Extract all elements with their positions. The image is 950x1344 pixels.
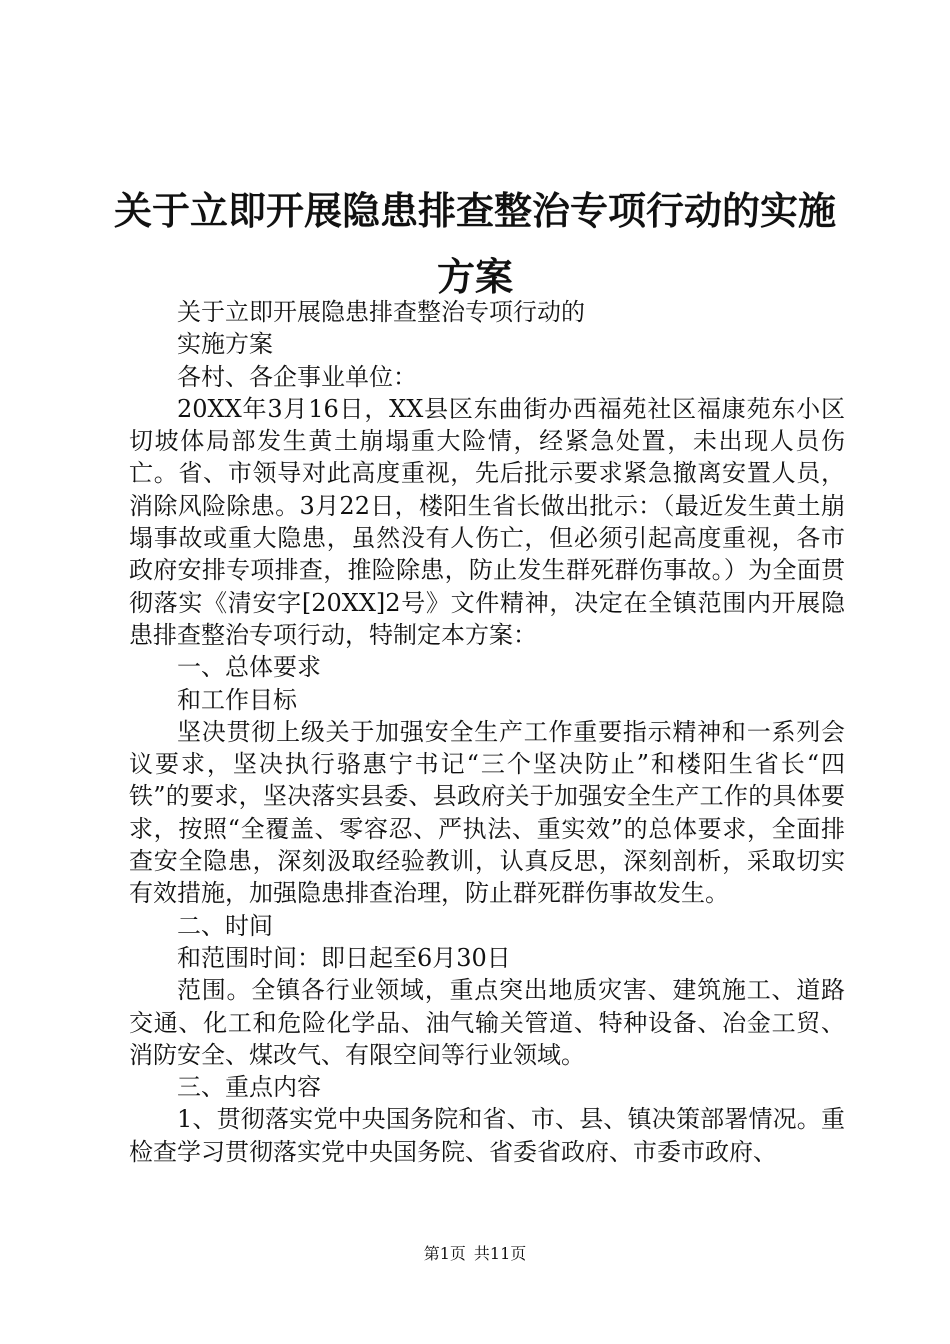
paragraph-subtitle-line-1: 关于立即开展隐患排查整治专项行动的 — [177, 298, 585, 326]
paragraph-time: 和范围时间：即日起至6月30日 — [177, 943, 511, 972]
page-number: 第1页 — [423, 1244, 466, 1263]
section-heading-1-continued: 和工作目标 — [177, 685, 297, 714]
section-heading-2: 二、时间 — [177, 911, 273, 940]
page-total: 共11页 — [473, 1244, 527, 1263]
section-heading-3: 三、重点内容 — [177, 1073, 321, 1102]
paragraph-background: 20XX年3月16日，XX县区东曲街办西福苑社区福康苑东小区切坡体局部发生黄土崩塌重大险情，经紧急处置，未出现人员伤亡。省、市领导对此高度重视，先后批示要求紧急撤离安置人员，消除风险除患。3月22日，楼阳生省长做出批示：（最近发生黄土崩塌事故或重大隐患，虽然没有人伤亡，但必须引起高度重视，各市政府安排专项排查，推险除患，防止发生群死群伤事故。）为全面贯彻落实《清安字[20XX]2号》文件精神，决定在全镇范围内开展隐患排查整治专项行动，特制定本方案： — [129, 394, 845, 649]
section-heading-1: 一、总体要求 — [177, 653, 321, 682]
document-title: 关于立即开展隐患排查整治专项行动的实施方案 — [113, 188, 836, 299]
paragraph-subtitle-line-2: 实施方案 — [177, 330, 273, 359]
paragraph-salutation: 各村、各企事业单位： — [177, 362, 417, 391]
page-footer — [0, 1244, 950, 1264]
paragraph-scope: 范围。全镇各行业领域，重点突出地质灾害、建筑施工、道路交通、化工和危险化学品、油气输关管道、特种设备、冶金工贸、消防安全、煤改气、有限空间等行业领域。 — [129, 976, 845, 1069]
paragraph-key-content-1: 1、贯彻落实党中央国务院和省、市、县、镇决策部署情况。重检查学习贯彻落实党中央国务院、省委省政府、市委市政府、 — [129, 1105, 845, 1166]
document-body — [129, 296, 845, 1168]
paragraph-requirements: 坚决贯彻上级关于加强安全生产工作重要指示精神和一系列会议要求，坚决执行骆惠宁书记“三个坚决防止”和楼阳生省长“四铁”的要求，坚决落实县委、县政府关于加强安全生产工作的具体要求，按照“全覆盖、零容忍、严执法、重实效”的总体要求，全面排查安全隐患，深刻汲取经验教训，认真反思，深刻剖析，采取切实有效措施，加强隐患排查治理，防止群死群伤事故发生。 — [129, 717, 845, 908]
